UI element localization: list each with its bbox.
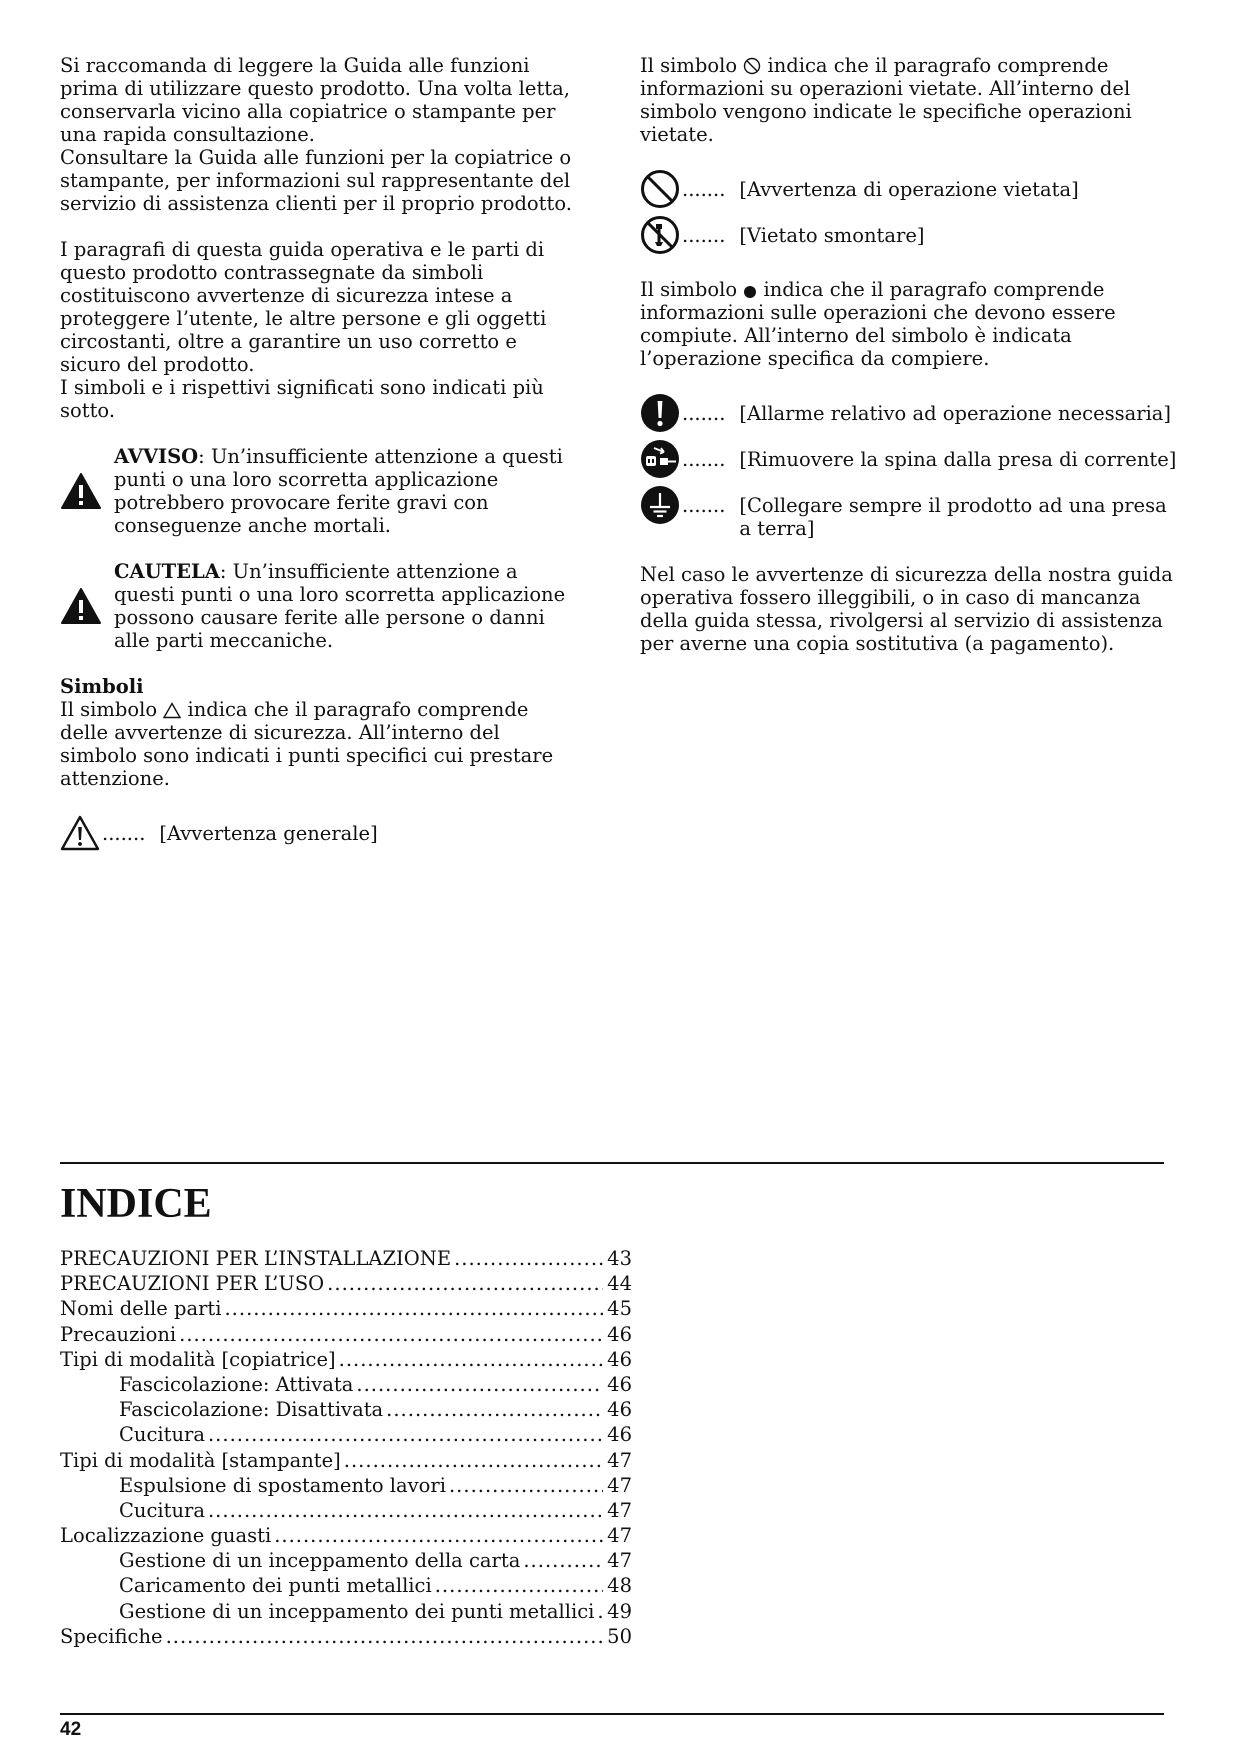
cautela-description: : Un’insufficiente attenzione a questi punti o una loro scorretta applicazione possono causare ferite alle persone o danni alle parti meccaniche. — [114, 560, 566, 652]
toc-page: 44 — [607, 1272, 632, 1296]
avviso-label: AVVISO — [114, 445, 199, 468]
page-number: 42 — [60, 1719, 82, 1740]
toc-entry[interactable]: Precauzioni ..... 46 — [60, 1322, 632, 1347]
toc-page: 46 — [607, 1423, 632, 1447]
footer-divider — [60, 1713, 1164, 1715]
toc-subentry[interactable]: Cucitura ..... 46 — [60, 1422, 632, 1447]
warning-filled-icon — [60, 472, 114, 510]
ground-connection-icon — [640, 485, 682, 525]
leader-dots: ....... — [102, 822, 146, 845]
required-item-label: [Allarme relativo ad operazione necessaria] — [739, 402, 1172, 425]
prohibited-item-label: [Avvertenza di operazione vietata] — [739, 178, 1079, 201]
prohibition-icon — [640, 169, 682, 209]
cautela-text — [114, 560, 580, 652]
cautela-label: CAUTELA — [114, 560, 220, 583]
toc-entry[interactable]: Localizzazione guasti ..... 47 — [60, 1523, 632, 1548]
toc-subentry[interactable]: Espulsione di spostamento lavori ..... 47 — [60, 1473, 632, 1498]
toc-entry[interactable]: Tipi di modalità [copiatrice] ..... 46 — [60, 1347, 632, 1372]
avviso-description: : Un’insufficiente attenzione a questi punti o una loro scorretta applicazione potrebbero provocare ferite gravi con conseguenze anche mortali. — [114, 445, 563, 537]
toc-leader — [224, 1296, 603, 1321]
prohibition-inline-icon — [743, 57, 761, 75]
intro-paragraph-4: I simboli e i rispettivi significati sono indicati più sotto. — [60, 376, 544, 422]
unplug-icon — [640, 439, 682, 479]
warning-filled-icon — [60, 587, 114, 625]
toc-leader — [344, 1448, 603, 1473]
toc-page: 50 — [607, 1624, 632, 1648]
toc-subentry[interactable]: Gestione di un inceppamento dei punti metallici ..... 49 — [60, 1599, 632, 1624]
intro-paragraph-3: I paragrafi di questa guida operativa e le parti di questo prodotto contrassegnate da simboli costituiscono avvertenze di sicurezza intese a proteggere l’utente, le altre persone e gli oggetti circostanti, oltre a garantire un uso corretto e sicuro del prodotto. — [60, 238, 547, 376]
toc-entry[interactable]: PRECAUZIONI PER L’USO ..... 44 — [60, 1271, 632, 1296]
toc-page: 46 — [607, 1347, 632, 1371]
toc-page: 46 — [607, 1398, 632, 1422]
required-item-label: [Rimuovere la spina dalla presa di corrente] — [739, 448, 1177, 471]
toc-leader — [386, 1397, 603, 1422]
toc-leader — [166, 1624, 604, 1649]
toc-leader — [454, 1246, 603, 1271]
toc-page: 46 — [607, 1372, 632, 1396]
toc-leader — [274, 1523, 603, 1548]
required-action-paragraph: Il simbolo indica che il paragrafo comprende informazioni sulle operazioni che devono essere compiute. All’interno del simbolo è indicata l’operazione specifica da compiere. — [640, 278, 1116, 370]
prohibited-item-label: [Vietato smontare] — [739, 224, 925, 247]
toc-leader — [327, 1271, 603, 1296]
toc-leader — [597, 1599, 603, 1624]
toc-page: 46 — [607, 1322, 632, 1346]
toc-leader — [523, 1548, 603, 1573]
toc-page: 47 — [607, 1498, 632, 1522]
right-column — [640, 54, 1180, 655]
section-divider — [60, 1162, 1164, 1164]
toc-subentry[interactable]: Fascicolazione: Disattivata ..... 46 — [60, 1397, 632, 1422]
toc-page: 45 — [607, 1297, 632, 1321]
toc-entry[interactable]: PRECAUZIONI PER L’INSTALLAZIONE ..... 43 — [60, 1246, 632, 1271]
toc-page: 47 — [607, 1473, 632, 1497]
avviso-text — [114, 445, 580, 537]
required-item — [640, 439, 1180, 479]
toc-subentry[interactable]: Cucitura ..... 47 — [60, 1498, 632, 1523]
general-warning-row — [60, 813, 580, 853]
simboli-paragraph: Il simbolo indica che il paragrafo comprende delle avvertenze di sicurezza. All’interno del simbolo sono indicati i punti specifici cui prestare attenzione. — [60, 698, 554, 790]
required-item — [640, 393, 1180, 433]
prohibited-item — [640, 169, 1180, 209]
no-disassembly-icon — [640, 215, 682, 255]
closing-paragraph: Nel caso le avvertenze di sicurezza della nostra guida operativa fossero illeggibili, o in caso di mancanza della guida stessa, rivolgersi al servizio di assistenza per averne una copia sostitutiva (a pagamento). — [640, 563, 1173, 655]
toc-page: 48 — [607, 1574, 632, 1598]
mandatory-action-icon — [640, 393, 682, 433]
toc-entry[interactable]: Specifiche ..... 50 — [60, 1624, 632, 1649]
avviso-block — [60, 445, 580, 537]
toc-leader — [449, 1473, 603, 1498]
triangle-outline-icon — [163, 702, 181, 719]
prohibited-item — [640, 215, 1180, 255]
toc-page: 47 — [607, 1524, 632, 1548]
index-title: INDICE — [60, 1181, 212, 1227]
toc-page: 47 — [607, 1549, 632, 1573]
table-of-contents — [60, 1246, 632, 1649]
intro-paragraph-1: Si raccomanda di leggere la Guida alle funzioni prima di utilizzare questo prodotto. Una volta letta, conservarla vicino alla copiatrice o stampante per una rapida consultazione. — [60, 54, 570, 146]
leader-dots: ....... — [682, 448, 726, 471]
filled-circle-inline-icon — [743, 285, 757, 299]
prohibition-paragraph: Il simbolo indica che il paragrafo comprende informazioni su operazioni vietate. All’interno del simbolo vengono indicate le specifiche operazioni vietate. — [640, 54, 1132, 146]
required-item-label: [Collegare sempre il prodotto ad una presa a terra] — [739, 494, 1167, 540]
toc-subentry[interactable]: Gestione di un inceppamento della carta ..... 47 — [60, 1548, 632, 1573]
leader-dots: ....... — [682, 178, 726, 201]
general-warning-label: [Avvertenza generale] — [159, 822, 378, 845]
toc-leader — [208, 1498, 603, 1523]
cautela-block — [60, 560, 580, 652]
toc-leader — [339, 1347, 604, 1372]
toc-leader — [208, 1422, 603, 1447]
toc-subentry[interactable]: Fascicolazione: Attivata ..... 46 — [60, 1372, 632, 1397]
toc-page: 47 — [607, 1448, 632, 1472]
toc-subentry[interactable]: Caricamento dei punti metallici ..... 48 — [60, 1573, 632, 1598]
general-warning-icon — [60, 813, 102, 853]
toc-leader — [179, 1322, 603, 1347]
leader-dots: ....... — [682, 224, 726, 247]
left-column — [60, 54, 580, 853]
toc-page: 49 — [607, 1599, 632, 1623]
intro-paragraph-2: Consultare la Guida alle funzioni per la copiatrice o stampante, per informazioni sul rappresentante del servizio di assistenza clienti per il proprio prodotto. — [60, 146, 572, 215]
toc-page: 43 — [607, 1247, 632, 1270]
toc-entry[interactable]: Nomi delle parti ..... 45 — [60, 1296, 632, 1321]
simboli-heading: Simboli — [60, 675, 144, 698]
toc-leader — [356, 1372, 603, 1397]
leader-dots: ....... — [682, 402, 726, 425]
toc-entry[interactable]: Tipi di modalità [stampante] ..... 47 — [60, 1448, 632, 1473]
toc-leader — [435, 1573, 603, 1598]
required-item — [640, 485, 1180, 540]
leader-dots: ....... — [682, 494, 726, 517]
